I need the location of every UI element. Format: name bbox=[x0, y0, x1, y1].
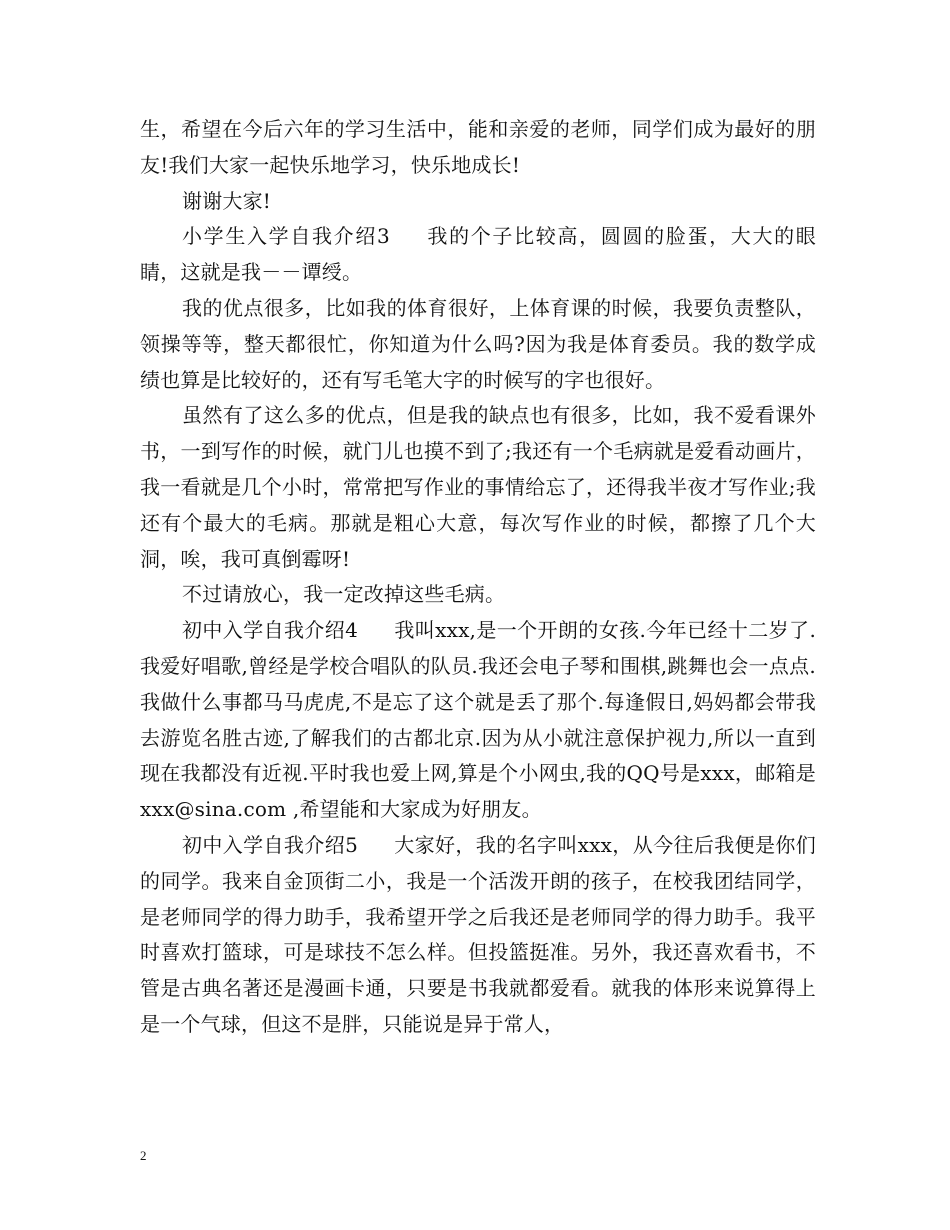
paragraph-text: 不过请放心，我一定改掉这些毛病。 bbox=[182, 582, 506, 607]
paragraph-text: 虽然有了这么多的优点，但是我的缺点也有很多，比如，我不爱看课外书，一到写作的时候，就门儿也摸不到了;我还有一个毛病就是爱看动画片，我一看就是几个小时，常常把写作业的事情给忘了，还得我半夜才写作业;我还有个最大的毛病。那就是粗心大意，每次写作业的时候，都擦了几个大洞，唉，我可真倒霉呀! bbox=[140, 403, 816, 571]
paragraph-6 bbox=[140, 577, 816, 613]
section-heading: 初中入学自我介绍5 bbox=[182, 832, 359, 857]
section-heading: 小学生入学自我介绍3 bbox=[182, 224, 390, 249]
paragraph-text: 我的优点很多，比如我的体育很好，上体育课的时候，我要负责整队，领操等等，整天都很忙，你知道为什么吗?因为我是体育委员。我的数学成绩也算是比较好的，还有写毛笔大字的时候写的字也很好。 bbox=[140, 295, 816, 392]
paragraph-4 bbox=[140, 291, 816, 398]
paragraph-text: 我的个子比较高，圆圆的脸蛋，大大的眼睛，这就是我－－谭绶。 bbox=[140, 224, 816, 285]
paragraph-text: 我叫xxx,是一个开朗的女孩.今年已经十二岁了.我爱好唱歌,曾经是学校合唱队的队员.我还会电子琴和围棋,跳舞也会一点点.我做什么事都马马虎虎,不是忘了这个就是丢了那个.每逢假日,妈妈都会带我去游览名胜古迹,了解我们的古都北京.因为从小就注意保护视力,所以一直到现在我都没有近视.平时我也爱上网,算是个小网虫,我的QQ号是xxx，邮箱是xxx@sina.com ,希望能和大家成为好朋友。 bbox=[140, 618, 816, 822]
paragraph-5 bbox=[140, 398, 816, 577]
page-number: 2 bbox=[140, 1148, 147, 1163]
paragraph-2 bbox=[140, 184, 816, 220]
paragraph-text: 大家好，我的名字叫xxx，从今往后我便是你们的同学。我来自金顶街二小，我是一个活泼开朗的孩子，在校我团结同学，是老师同学的得力助手，我希望开学之后我还是老师同学的得力助手。我平时喜欢打篮球，可是球技不怎么样。但投篮挺准。另外，我还喜欢看书，不管是古典名著还是漫画卡通，只要是书我就都爱看。就我的体形来说算得上是一个气球，但这不是胖，只能说是异于常人， bbox=[140, 832, 816, 1036]
section-heading: 初中入学自我介绍4 bbox=[182, 618, 359, 643]
paragraph-3 bbox=[140, 219, 816, 291]
paragraph-text: 生，希望在今后六年的学习生活中，能和亲爱的老师，同学们成为最好的朋友!我们大家一起快乐地学习，快乐地成长! bbox=[140, 117, 816, 177]
document-body bbox=[140, 112, 816, 1043]
paragraph-1 bbox=[140, 112, 816, 184]
paragraph-text: 谢谢大家! bbox=[182, 188, 272, 213]
paragraph-7 bbox=[140, 613, 816, 828]
paragraph-8 bbox=[140, 828, 816, 1043]
